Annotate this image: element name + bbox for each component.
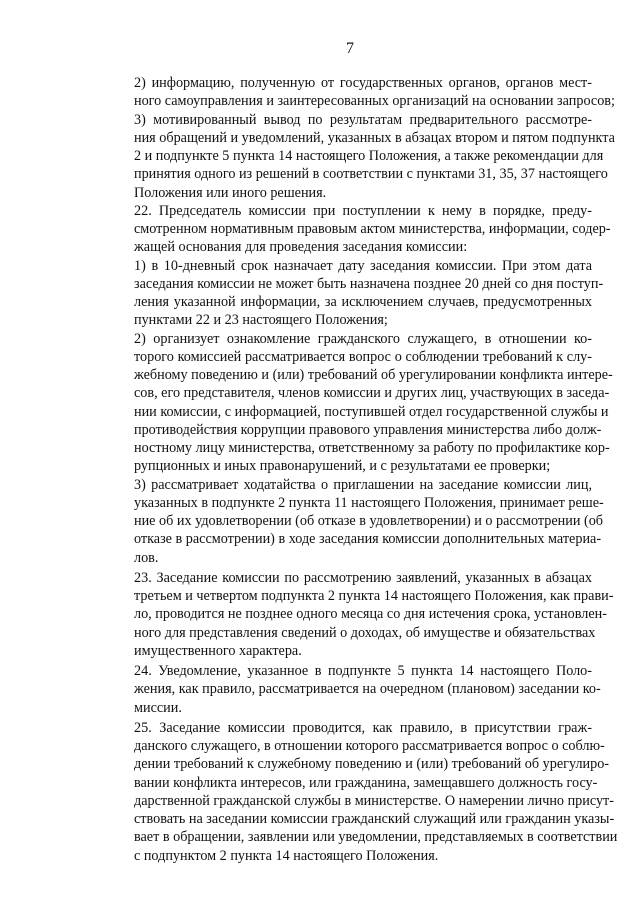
text-line: ного для представления сведений о доходах, об имуществе и обязательствах (134, 624, 596, 641)
text-line: сов, его представителя, членов комиссии и других лиц, участвующих в заседа- (134, 385, 610, 402)
text-line: третьем и четвертом подпункта 2 пункта 14 настоящего Положения, как прави- (134, 588, 614, 604)
text-line: пунктами 22 и 23 настоящего Положения; (134, 312, 388, 329)
text-line: 2) организует ознакомление гражданского служащего, в отношении ко- (134, 330, 592, 347)
text-line: указанных в подпункте 2 пункта 11 настоящего Положения, принимает реше- (134, 494, 604, 511)
text-line: Положения или иного решения. (134, 184, 327, 201)
text-line: 2) информацию, полученную от государственных органов, органов мест- (134, 75, 592, 91)
paragraph-information-from-state-bodies (94, 74, 615, 111)
text-line: торого комиссией рассматривается вопрос о соблюдении требований к слу- (134, 348, 592, 365)
text-line: 24. Уведомление, указанное в подпункте 5 пункта 14 настоящего Поло- (134, 663, 592, 679)
text-line: ния обращений и уведомлений, указанных в абзацах втором и пятом подпункта (134, 129, 615, 146)
paragraph-item-22-sub-2 (94, 330, 613, 476)
text-line: ние об их удовлетворении (об отказе в удовлетворении) и о рассмотрении (об (134, 513, 604, 529)
text-line: вает в обращении, заявлении или уведомлении, представляемых в соответствии (134, 829, 618, 846)
document-body (94, 74, 618, 865)
paragraph-item-22 (94, 202, 611, 257)
paragraph-item-25 (94, 719, 618, 865)
text-line: жения, как правило, рассматривается на очередном (плановом) заседании ко- (134, 681, 601, 698)
text-line: 23. Заседание комиссии по рассмотрению заявлений, указанных в абзацах (134, 569, 592, 586)
page-number: 7 (346, 40, 354, 57)
paragraph-item-24 (94, 662, 601, 717)
text-line: ного самоуправления и заинтересованных организаций на основании запросов; (134, 93, 615, 110)
text-line: имущественного характера. (134, 642, 302, 659)
text-line: лов. (134, 549, 159, 566)
text-line: ностному лицу министерства, ответственному за работу по профилактике кор- (134, 440, 610, 456)
text-line: 22. Председатель комиссии при поступлении к нему в порядке, преду- (134, 202, 592, 219)
text-line: нии комиссии, с информацией, поступившей отдел государственной службы и (134, 403, 609, 420)
text-line: 3) рассматривает ходатайства о приглашении на заседание комиссии лиц, (134, 476, 592, 493)
text-line: дарственной гражданской службы в министерстве. О намерении лично присут- (134, 792, 614, 809)
paragraph-motivated-conclusion (94, 111, 615, 202)
text-line: ствовать на заседании комиссии гражданский служащий или гражданин указы- (134, 811, 615, 827)
text-line: 25. Заседание комиссии проводится, как правило, в присутствии граж- (134, 719, 592, 736)
text-line: 2 и подпункте 5 пункта 14 настоящего Положения, а также рекомендации для (134, 148, 604, 164)
text-line: ления указанной информации, за исключением случаев, предусмотренных (134, 294, 592, 310)
paragraph-item-23 (94, 569, 614, 660)
text-line: ло, проводится не позднее одного месяца со дня истечения срока, установлен- (134, 606, 607, 623)
text-line: отказе в рассмотрении) в ходе заседания комиссии дополнительных материа- (134, 531, 602, 548)
text-line: смотренном нормативным правовым актом министерства, информации, содер- (134, 221, 611, 237)
text-line: 3) мотивированный вывод по результатам предварительного рассмотре- (134, 111, 592, 128)
text-line: противодействия коррупции правового управления министерства либо долж- (134, 421, 602, 438)
text-line: 1) в 10-дневный срок назначает дату заседания комиссии. При этом дата (134, 257, 592, 274)
text-line: заседания комиссии не может быть назначена позднее 20 дней со дня поступ- (134, 275, 604, 292)
paragraph-item-22-sub-3 (94, 476, 604, 567)
text-line: данского служащего, в отношении которого рассматривается вопрос о соблю- (134, 738, 605, 754)
text-line: жебному поведению и (или) требований об урегулировании конфликта интере- (134, 367, 613, 383)
text-line: рупционных и иных правонарушений, и с результатами ее проверки; (134, 458, 551, 475)
text-line: с подпунктом 2 пункта 14 настоящего Положения. (134, 847, 439, 864)
text-line: принятия одного из решений в соответствии с пунктами 31, 35, 37 настоящего (134, 166, 608, 183)
text-line: миссии. (134, 699, 182, 716)
text-line: жащей основания для проведения заседания комиссии: (134, 239, 468, 256)
paragraph-item-22-sub-1 (94, 257, 604, 330)
text-line: дении требований к служебному поведению и (или) требований об урегулиро- (134, 756, 610, 773)
text-line: вании конфликта интересов, или гражданина, замещавшего должность госу- (134, 774, 598, 791)
